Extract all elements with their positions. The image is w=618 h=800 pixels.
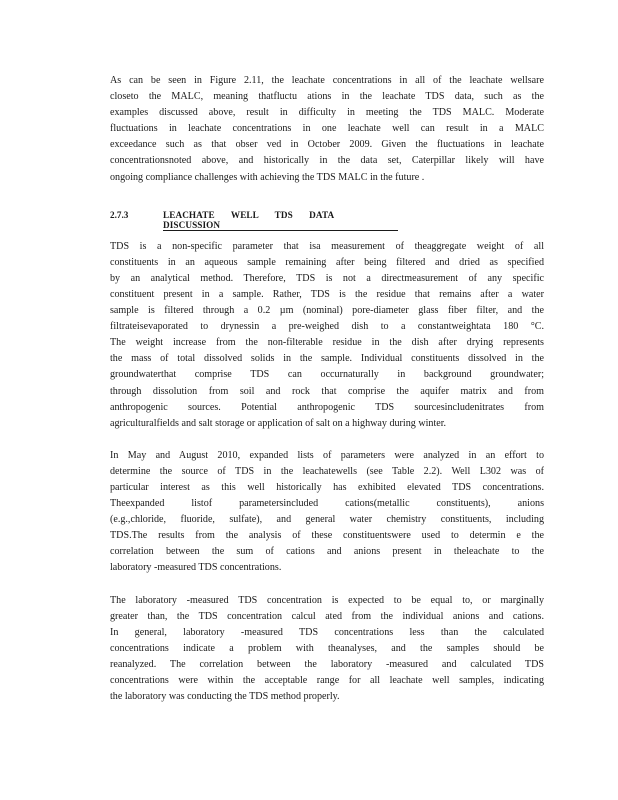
text-line: by an analytical method. Therefore, TDS is not a directmeasurement of any specific: [110, 272, 544, 284]
text-line: the laboratory was conducting the TDS method properly.: [110, 691, 340, 703]
paragraph-leachate-concentrations: [110, 73, 544, 186]
text-line: laboratory -measured TDS concentrations.: [110, 562, 282, 574]
text-line: In May and August 2010, expanded lists of parameters were analyzed in an effort to: [110, 449, 544, 461]
text-line: The laboratory -measured TDS concentration is expected to be equal to, or marginally: [110, 594, 544, 606]
text-line: constituent present in a sample. Rather, TDS is the residue that remains after a water: [110, 288, 544, 300]
text-line: through dissolution from soil and rock that comprise the aquifer matrix and from: [110, 385, 544, 397]
text-line: groundwaterthat comprise TDS can occurnaturally in background groundwater;: [110, 369, 544, 381]
text-line: (e.g.,chloride, fluoride, sulfate), and general water chemistry constituents, including: [110, 514, 544, 526]
text-line: fluctuations in leachate concentrations in one leachate well can result in a MALC: [110, 123, 544, 135]
text-line: concentrations were within the acceptable range for all leachate well samples, indicating: [110, 675, 544, 686]
text-line: constituents in an aqueous sample remaining after being filtered and dried as specified: [110, 256, 544, 268]
text-line: TDS is a non-specific parameter that isa measurement of theaggregate weight of all: [110, 240, 544, 252]
text-line: closeto the MALC, meaning thatfluctu ations in the leachate TDS data, such as the: [110, 91, 544, 103]
text-line: correlation between the sum of cations and anions present in theleachate to the: [110, 546, 544, 558]
text-line: filtrateisevaporated to drynessin a pre-weighed dish to a constantweightata 180 °C.: [110, 321, 544, 333]
text-line: agriculturalfields and salt storage or application of salt on a highway during winter.: [110, 417, 447, 429]
paragraph-laboratory-measured: [110, 593, 544, 706]
text-line: examples discussed above, result in difficulty in meeting the TDS MALC. Moderate: [110, 107, 544, 119]
text-line: anthropogenic sources. Potential anthropogenic TDS sourcesincludenitrates from: [110, 401, 544, 413]
text-line: TDS.The results from the analysis of these constituentswere used to determin e the: [110, 530, 544, 542]
text-line: greater than, the TDS concentration calcul ated from the individual anions and cations.: [110, 610, 544, 622]
text-line: In general, laboratory -measured TDS concentrations less than the calculated: [110, 626, 544, 638]
text-line: Theexpanded listof parametersincluded cations(metallic constituents), anions: [110, 498, 544, 510]
text-line: The weight increase from the non-filterable residue in the dish after drying represents: [110, 337, 544, 349]
document-page: [110, 73, 544, 705]
section-heading: [110, 209, 544, 230]
section-number: 2.7.3: [110, 209, 129, 220]
section-title: LEACHATE WELL TDS DATA DISCUSSION: [163, 210, 398, 231]
text-line: As can be seen in Figure 2.11, the leachate concentrations in all of the leachate wellsare: [110, 75, 544, 86]
text-line: particular interest as this well historically has exhibited elevated TDS concentrations.: [110, 481, 544, 493]
text-line: concentrationsnoted above, and historically in the data set, Caterpillar likely will have: [110, 155, 544, 167]
text-line: exceedance such as that obser ved in October 2009. Given the fluctuations in leachate: [110, 139, 544, 151]
paragraph-tds-definition: [110, 239, 544, 432]
text-line: concentrations indicate a problem with theanalyses, and the samples should be: [110, 642, 544, 654]
text-line: ongoing compliance challenges with achieving the TDS MALC in the future .: [110, 171, 425, 183]
paragraph-expanded-parameters: [110, 448, 544, 577]
text-line: reanalyzed. The correlation between the laboratory -measured and calculated TDS: [110, 658, 544, 670]
text-line: the mass of total dissolved solids in the sample. Individual constituents dissolved in the: [110, 353, 544, 365]
text-line: sample is filtered through a 0.2 µm (nominal) pore-diameter glass fiber filter, and the: [110, 305, 544, 317]
text-line: determine the source of TDS in the leachatewells (see Table 2.2). Well L302 was of: [110, 465, 544, 477]
